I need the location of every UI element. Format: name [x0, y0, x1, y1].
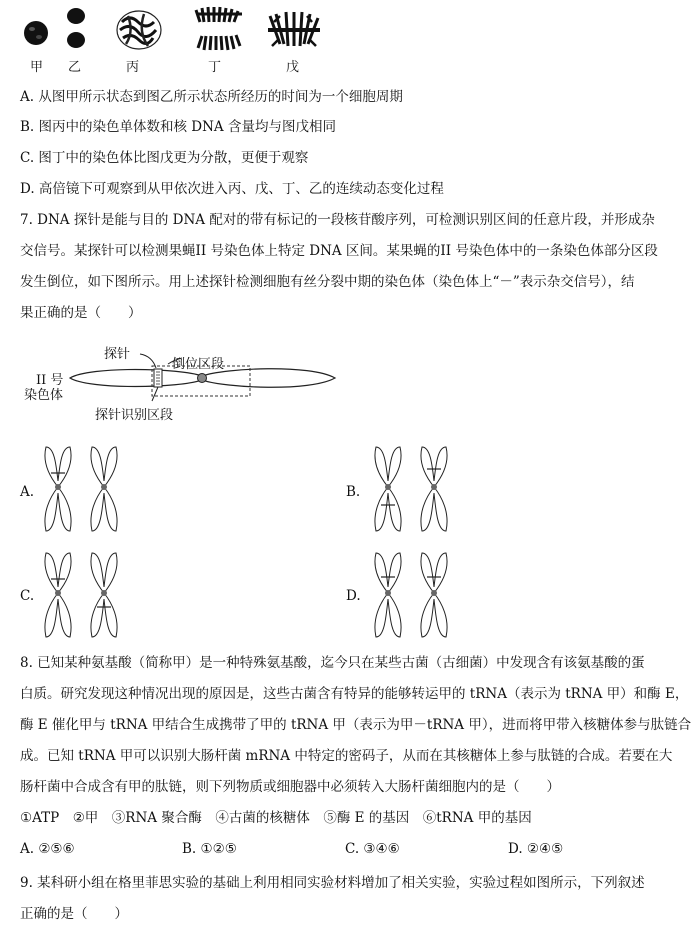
q7-stem-line-1: 7. DNA 探针是能与目的 DNA 配对的带有标记的一段核苷酸序列，可检测识别区间的任意片段，并形成杂 [20, 212, 655, 228]
q7-option-a-image [40, 443, 130, 535]
q8-option-c: C. ③④⑥ [345, 841, 400, 857]
q8-stem-line-4: 成。已知 tRNA 甲可以识别大肠杆菌 mRNA 中特定的密码子，从而在其核糖体上参与肽链的合成。若要在大 [20, 748, 673, 764]
q7-option-a-label: A. [20, 484, 35, 500]
stage-label-ding: 丁 [208, 60, 222, 75]
q6-option-a: A. 从图甲所示状态到图乙所示状态所经历的时间为一个细胞周期 [20, 89, 403, 105]
stage-ding-image [190, 4, 250, 52]
q6-option-b: B. 图丙中的染色单体数和核 DNA 含量均与图戊相同 [20, 119, 336, 135]
chromosome-label-line2: 染色体 [24, 388, 64, 403]
q7-option-b-label: B. [346, 484, 361, 500]
stage-wu-image [264, 8, 324, 52]
stage-yi-image [62, 4, 92, 54]
q8-option-d: D. ②④⑤ [508, 841, 564, 857]
chromosome-drawing [60, 350, 350, 410]
q8-stem-line-1: 8. 已知某种氨基酸（简称甲）是一种特殊氨基酸，迄今只在某些古菌（古细菌）中发现含有该氨基酸的蛋 [20, 655, 645, 671]
q7-stem-line-2: 交信号。某探针可以检测果蝇II 号染色体上特定 DNA 区间。某果蝇的II 号染色体中的一条染色体部分区段 [20, 243, 658, 259]
stage-bing-image [114, 8, 164, 52]
q7-stem-line-4: 果正确的是（ ） [20, 305, 142, 321]
stage-jia-image [22, 14, 52, 52]
probe-label: 探针 [104, 347, 131, 362]
inversion-label: 倒位区段 [172, 357, 225, 372]
q8-stem-line-5: 肠杆菌中合成含有甲的肽链，则下列物质或细胞器中必须转入大肠杆菌细胞内的是（ ） [20, 779, 560, 795]
q7-option-c-image [40, 549, 130, 641]
stage-label-yi: 乙 [68, 60, 82, 75]
q6-option-c: C. 图丁中的染色体比图戊更为分散，更便于观察 [20, 150, 309, 166]
recognition-label: 探针识别区段 [95, 408, 174, 423]
q7-option-c-label: C. [20, 588, 35, 604]
q7-option-b-image [370, 443, 460, 535]
q7-option-d-image [370, 549, 460, 641]
q8-stem-line-3: 酶 E 催化甲与 tRNA 甲结合生成携带了甲的 tRNA 甲（表示为甲－tRNA 甲），进而将甲带入核糖体参与肽链合 [20, 717, 692, 733]
q7-stem-line-3: 发生倒位，如下图所示。用上述探针检测细胞有丝分裂中期的染色体（染色体上“－”表示杂交信号），结 [20, 274, 635, 290]
stage-label-wu: 戊 [286, 60, 300, 75]
chromosome-label-line1: II 号 [36, 373, 64, 388]
stage-label-bing: 丙 [126, 60, 140, 75]
q9-stem-line-1: 9. 某科研小组在格里菲思实验的基础上利用相同实验材料增加了相关实验，实验过程如图所示，下列叙述 [20, 875, 645, 891]
q8-stem-line-2: 白质。研究发现这种情况出现的原因是，这些古菌含有特异的能够转运甲的 tRNA（表示为 tRNA 甲）和酶 E， [20, 686, 689, 702]
stage-label-jia: 甲 [30, 60, 44, 75]
q8-option-b: B. ①②⑤ [182, 841, 237, 857]
q8-option-a: A. ②⑤⑥ [20, 841, 75, 857]
q9-stem-line-2: 正确的是（ ） [20, 906, 128, 922]
q8-items: ①ATP ②甲 ③RNA 聚合酶 ④古菌的核糖体 ⑤酶 E 的基因 ⑥tRNA 甲的基因 [20, 810, 532, 826]
q7-option-d-label: D. [346, 588, 361, 604]
q6-option-d: D. 高倍镜下可观察到从甲依次进入丙、戊、丁、乙的连续动态变化过程 [20, 181, 444, 197]
